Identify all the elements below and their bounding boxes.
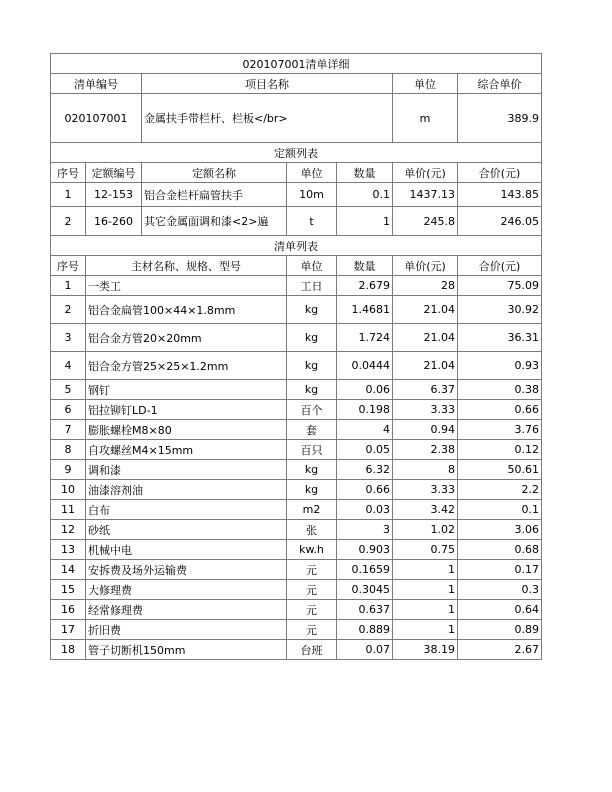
material-qty: 0.889	[337, 620, 393, 640]
material-price: 38.19	[393, 640, 458, 660]
material-section-title: 清单列表	[51, 236, 542, 256]
material-total: 2.67	[458, 640, 542, 660]
material-qty: 0.198	[337, 400, 393, 420]
quota-header-unit: 单位	[287, 163, 337, 183]
material-qty: 0.03	[337, 500, 393, 520]
quota-unit: 10m	[287, 183, 337, 207]
material-total: 3.06	[458, 520, 542, 540]
quota-price: 1437.13	[393, 183, 458, 207]
header-bill-code: 清单编号	[51, 74, 142, 94]
material-unit: kg	[287, 480, 337, 500]
material-total: 0.1	[458, 500, 542, 520]
material-unit: kg	[287, 352, 337, 380]
material-name: 调和漆	[86, 460, 287, 480]
material-price: 2.38	[393, 440, 458, 460]
material-name: 机械中电	[86, 540, 287, 560]
material-total: 36.31	[458, 324, 542, 352]
header-unit-price: 综合单价	[458, 74, 542, 94]
material-price: 8	[393, 460, 458, 480]
material-row	[51, 440, 542, 460]
material-row	[51, 640, 542, 660]
material-total: 0.93	[458, 352, 542, 380]
material-qty: 0.637	[337, 600, 393, 620]
quota-header-total: 合价(元)	[458, 163, 542, 183]
material-header-unit: 单位	[287, 256, 337, 276]
bill-unit: m	[393, 94, 458, 143]
quota-price: 245.8	[393, 207, 458, 236]
material-name: 自攻螺丝M4×15mm	[86, 440, 287, 460]
quota-qty: 1	[337, 207, 393, 236]
material-seq: 2	[51, 296, 86, 324]
material-row	[51, 480, 542, 500]
material-qty: 1.4681	[337, 296, 393, 324]
quota-seq: 2	[51, 207, 86, 236]
material-header-seq: 序号	[51, 256, 86, 276]
material-name: 铝合金方管25×25×1.2mm	[86, 352, 287, 380]
material-unit: 元	[287, 600, 337, 620]
material-name: 铝拉铆钉LD-1	[86, 400, 287, 420]
quota-row	[51, 207, 542, 236]
material-total: 50.61	[458, 460, 542, 480]
material-name: 膨胀螺栓M8×80	[86, 420, 287, 440]
quota-header-code: 定额编号	[86, 163, 142, 183]
material-total: 0.68	[458, 540, 542, 560]
material-header-qty: 数量	[337, 256, 393, 276]
material-section-row	[51, 236, 542, 256]
material-qty: 0.06	[337, 380, 393, 400]
material-price: 3.33	[393, 400, 458, 420]
bill-row	[51, 94, 542, 143]
material-qty: 0.903	[337, 540, 393, 560]
material-unit: m2	[287, 500, 337, 520]
material-seq: 8	[51, 440, 86, 460]
material-qty: 3	[337, 520, 393, 540]
material-unit: 元	[287, 620, 337, 640]
material-unit: 百只	[287, 440, 337, 460]
bill-unit-price: 389.9	[458, 94, 542, 143]
quota-header-price: 单价(元)	[393, 163, 458, 183]
table-title: 020107001清单详细	[51, 54, 542, 74]
material-seq: 7	[51, 420, 86, 440]
material-total: 0.89	[458, 620, 542, 640]
material-total: 0.12	[458, 440, 542, 460]
material-unit: kg	[287, 324, 337, 352]
material-row	[51, 500, 542, 520]
material-row	[51, 560, 542, 580]
material-name: 铝合金扁管100×44×1.8mm	[86, 296, 287, 324]
material-qty: 1.724	[337, 324, 393, 352]
material-row	[51, 352, 542, 380]
material-price: 28	[393, 276, 458, 296]
quota-section-row	[51, 143, 542, 163]
material-price: 1	[393, 580, 458, 600]
material-qty: 0.1659	[337, 560, 393, 580]
header-unit: 单位	[393, 74, 458, 94]
quota-name: 铝合金栏杆扁管扶手	[142, 183, 287, 207]
material-name: 油漆溶剂油	[86, 480, 287, 500]
material-header-price: 单价(元)	[393, 256, 458, 276]
material-total: 0.64	[458, 600, 542, 620]
material-qty: 6.32	[337, 460, 393, 480]
material-price: 0.75	[393, 540, 458, 560]
title-row	[51, 54, 542, 74]
material-unit: 工日	[287, 276, 337, 296]
material-name: 折旧费	[86, 620, 287, 640]
material-total: 0.38	[458, 380, 542, 400]
material-seq: 16	[51, 600, 86, 620]
material-name: 经常修理费	[86, 600, 287, 620]
material-row	[51, 400, 542, 420]
material-row	[51, 600, 542, 620]
material-total: 30.92	[458, 296, 542, 324]
material-total: 0.17	[458, 560, 542, 580]
material-header-row	[51, 256, 542, 276]
material-row	[51, 540, 542, 560]
material-row	[51, 520, 542, 540]
material-qty: 4	[337, 420, 393, 440]
material-row	[51, 380, 542, 400]
material-qty: 0.66	[337, 480, 393, 500]
material-qty: 0.07	[337, 640, 393, 660]
material-unit: 张	[287, 520, 337, 540]
material-price: 21.04	[393, 296, 458, 324]
material-price: 21.04	[393, 352, 458, 380]
material-seq: 10	[51, 480, 86, 500]
quota-unit: t	[287, 207, 337, 236]
material-name: 安拆费及场外运输费	[86, 560, 287, 580]
material-name: 砂纸	[86, 520, 287, 540]
material-seq: 9	[51, 460, 86, 480]
material-unit: kw.h	[287, 540, 337, 560]
material-seq: 12	[51, 520, 86, 540]
material-unit: 百个	[287, 400, 337, 420]
quota-header-name: 定额名称	[142, 163, 287, 183]
bill-detail-table	[50, 53, 542, 660]
material-header-total: 合价(元)	[458, 256, 542, 276]
quota-row	[51, 183, 542, 207]
material-unit: kg	[287, 296, 337, 324]
material-seq: 13	[51, 540, 86, 560]
material-total: 3.76	[458, 420, 542, 440]
material-price: 0.94	[393, 420, 458, 440]
quota-header-row	[51, 163, 542, 183]
material-price: 1.02	[393, 520, 458, 540]
quota-code: 12-153	[86, 183, 142, 207]
material-name: 白布	[86, 500, 287, 520]
material-seq: 17	[51, 620, 86, 640]
material-price: 21.04	[393, 324, 458, 352]
material-price: 3.33	[393, 480, 458, 500]
material-seq: 18	[51, 640, 86, 660]
material-name: 铝合金方管20×20mm	[86, 324, 287, 352]
material-row	[51, 620, 542, 640]
material-row	[51, 460, 542, 480]
material-qty: 0.0444	[337, 352, 393, 380]
material-seq: 4	[51, 352, 86, 380]
material-seq: 14	[51, 560, 86, 580]
material-name: 钢钉	[86, 380, 287, 400]
material-qty: 0.05	[337, 440, 393, 460]
quota-section-title: 定额列表	[51, 143, 542, 163]
material-seq: 3	[51, 324, 86, 352]
material-price: 6.37	[393, 380, 458, 400]
material-name: 管子切断机150mm	[86, 640, 287, 660]
material-total: 2.2	[458, 480, 542, 500]
material-qty: 0.3045	[337, 580, 393, 600]
material-total: 0.66	[458, 400, 542, 420]
material-price: 1	[393, 560, 458, 580]
material-total: 0.3	[458, 580, 542, 600]
quota-header-qty: 数量	[337, 163, 393, 183]
quota-code: 16-260	[86, 207, 142, 236]
quota-total: 143.85	[458, 183, 542, 207]
quota-seq: 1	[51, 183, 86, 207]
material-total: 75.09	[458, 276, 542, 296]
material-price: 1	[393, 620, 458, 640]
material-price: 3.42	[393, 500, 458, 520]
material-header-name: 主材名称、规格、型号	[86, 256, 287, 276]
material-row	[51, 324, 542, 352]
material-unit: 台班	[287, 640, 337, 660]
bill-code: 020107001	[51, 94, 142, 143]
bill-name: 金属扶手带栏杆、栏板</br>	[142, 94, 393, 143]
material-name: 一类工	[86, 276, 287, 296]
material-row	[51, 276, 542, 296]
material-price: 1	[393, 600, 458, 620]
material-row	[51, 296, 542, 324]
quota-name: 其它金属面调和漆<2>遍	[142, 207, 287, 236]
material-unit: 元	[287, 560, 337, 580]
material-unit: kg	[287, 380, 337, 400]
material-unit: 套	[287, 420, 337, 440]
material-unit: 元	[287, 580, 337, 600]
material-seq: 1	[51, 276, 86, 296]
material-row	[51, 580, 542, 600]
material-qty: 2.679	[337, 276, 393, 296]
material-row	[51, 420, 542, 440]
quota-total: 246.05	[458, 207, 542, 236]
material-seq: 6	[51, 400, 86, 420]
header-item-name: 项目名称	[142, 74, 393, 94]
material-seq: 5	[51, 380, 86, 400]
bill-header-row	[51, 74, 542, 94]
quota-qty: 0.1	[337, 183, 393, 207]
material-name: 大修理费	[86, 580, 287, 600]
material-seq: 11	[51, 500, 86, 520]
material-unit: kg	[287, 460, 337, 480]
material-seq: 15	[51, 580, 86, 600]
quota-header-seq: 序号	[51, 163, 86, 183]
